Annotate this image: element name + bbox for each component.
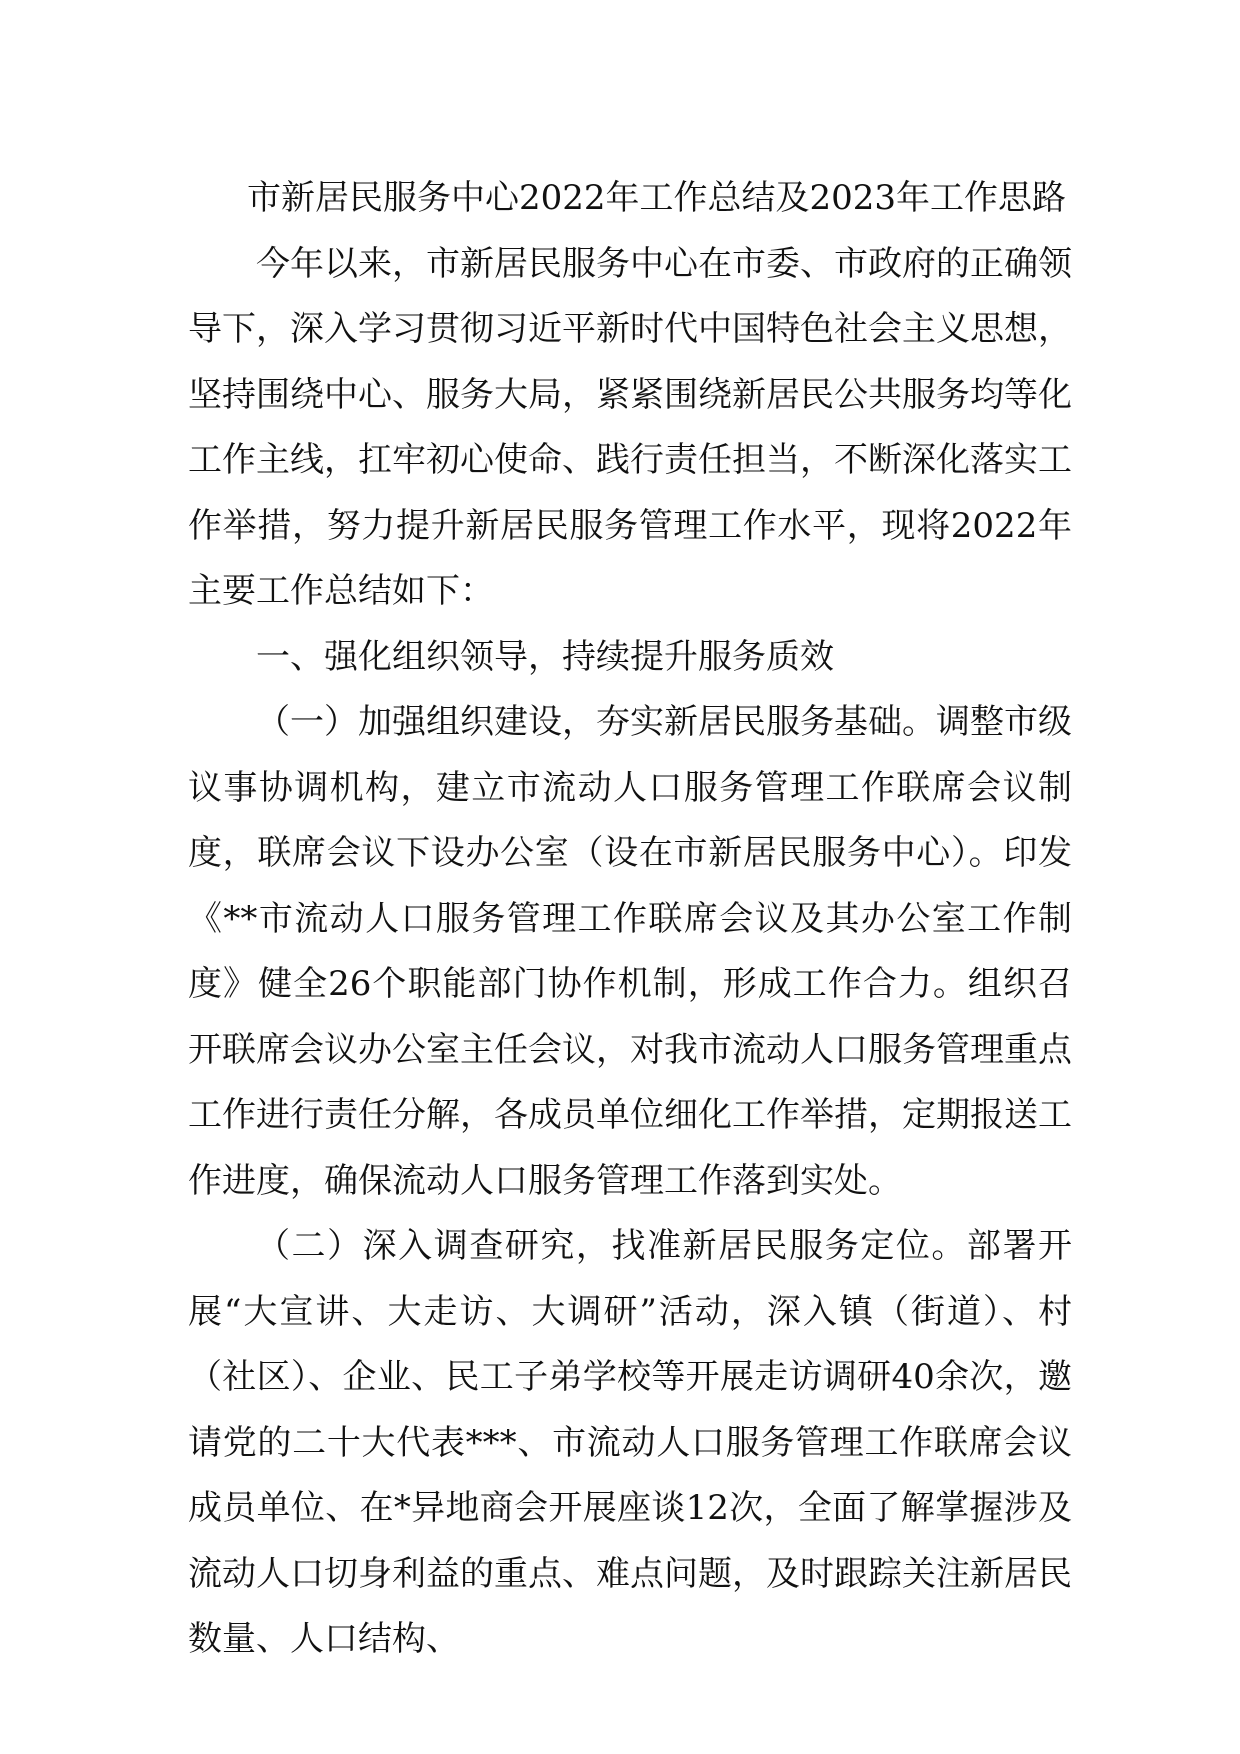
section-heading-1: 一、强化组织领导，持续提升服务质效 (256, 636, 834, 677)
subsection-paragraph-1: （一）加强组织建设，夯实新居民服务基础。调整市级议事协调机构，建立市流动人口服务管理工作联席会议制度，联席会议下设办公室（设在市新居民服务中心）。印发《**市流动人口服务管理工作联席会议及其办公室工作制度》健全26个职能部门协作机制，形成工作合力。组织召开联席会议办公室主任会议，对我市流动人口服务管理重点工作进行责任分解，各成员单位细化工作举措，定期报送工作进度，确保流动人口服务管理工作落到实处。 (188, 702, 1072, 1201)
intro-paragraph: 今年以来，市新居民服务中心在市委、市政府的正确领导下，深入学习贯彻习近平新时代中国特色社会主义思想，坚持围绕中心、服务大局，紧紧围绕新居民公共服务均等化工作主线，扛牢初心使命、践行责任担当，不断深化落实工作举措，努力提升新居民服务管理工作水平，现将2022年主要工作总结如下： (188, 243, 1072, 611)
document-body (188, 166, 1072, 1673)
subsection-paragraph-2: （二）深入调查研究，找准新居民服务定位。部署开展“大宣讲、大走访、大调研”活动，深入镇（街道）、村（社区）、企业、民工子弟学校等开展走访调研40余次，邀请党的二十大代表***、市流动人口服务管理工作联席会议成员单位、在*异地商会开展座谈12次，全面了解掌握涉及流动人口切身利益的重点、难点问题，及时跟踪关注新居民数量、人口结构、 (188, 1226, 1072, 1659)
document-title: 市新居民服务中心2022年工作总结及2023年工作思路 (247, 178, 1067, 218)
